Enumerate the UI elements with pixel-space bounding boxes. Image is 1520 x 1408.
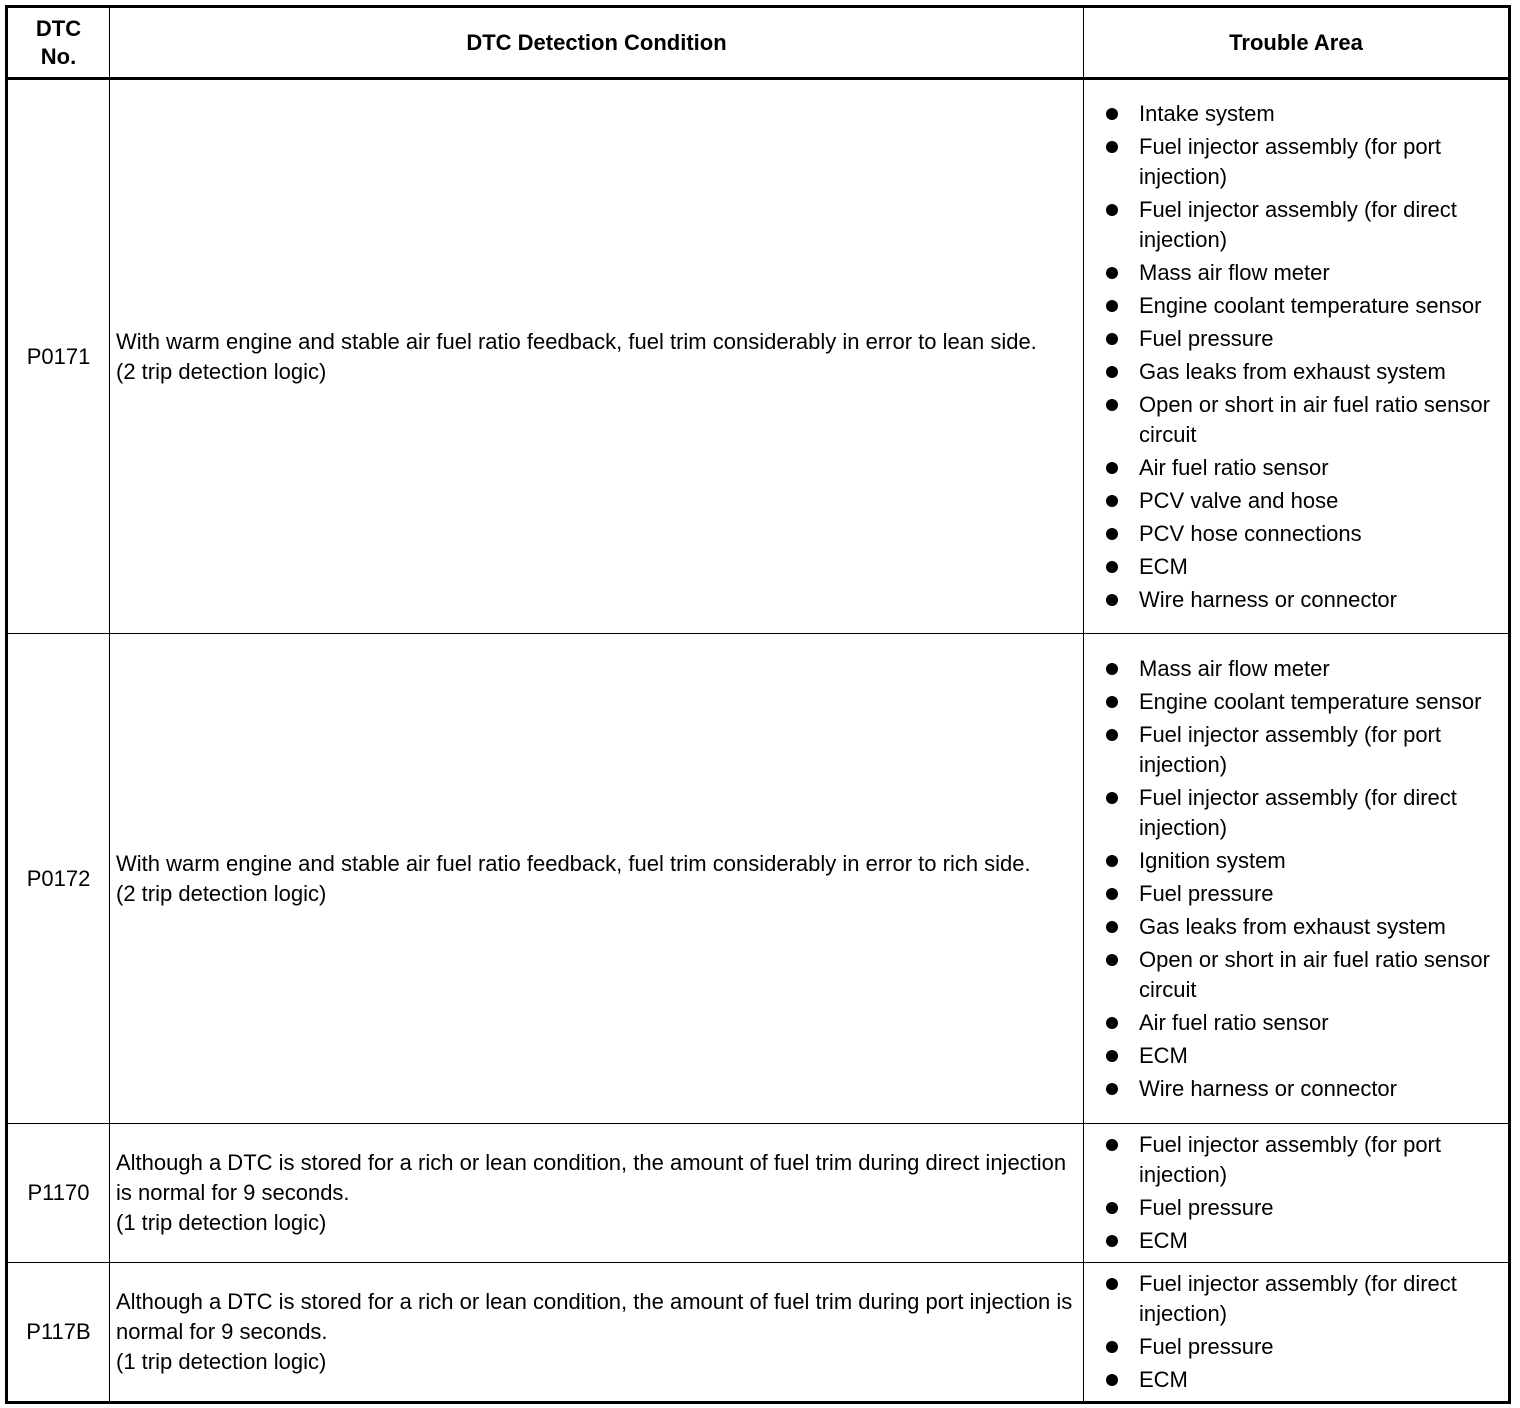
dtc-code: P0172	[7, 634, 110, 1124]
list-item	[1106, 99, 1504, 129]
header-detection-condition: DTC Detection Condition	[110, 7, 1084, 79]
bullet-icon	[1106, 792, 1118, 804]
bullet-icon	[1106, 462, 1118, 474]
list-item-text: Fuel injector assembly (for port injection)	[1139, 721, 1441, 777]
dtc-code: P0171	[7, 79, 110, 634]
list-item	[1106, 945, 1504, 1005]
trouble-area-list	[1106, 1269, 1504, 1395]
list-item	[1106, 552, 1504, 582]
bullet-icon	[1106, 888, 1118, 900]
list-item-text: Fuel pressure	[1139, 1334, 1274, 1359]
bullet-icon	[1106, 108, 1118, 120]
bullet-icon	[1106, 1083, 1118, 1095]
dtc-code: P1170	[7, 1124, 110, 1263]
list-item	[1106, 1074, 1504, 1104]
list-item	[1106, 654, 1504, 684]
list-item	[1106, 1193, 1504, 1223]
list-item-text: Wire harness or connector	[1139, 586, 1397, 612]
bullet-icon	[1106, 1017, 1118, 1029]
table-header	[7, 7, 1510, 79]
list-item	[1106, 1226, 1504, 1256]
header-dtc-no-line1: DTC	[35, 15, 82, 41]
list-item-text: ECM	[1139, 1367, 1188, 1392]
trouble-area	[1084, 1124, 1510, 1263]
list-item	[1106, 1269, 1504, 1329]
list-item-text: Fuel pressure	[1139, 325, 1274, 351]
table-row-p0172	[7, 634, 1510, 1124]
list-item-text: ECM	[1139, 553, 1188, 579]
bullet-icon	[1106, 696, 1118, 708]
list-item-text: PCV hose connections	[1139, 520, 1362, 546]
list-item-text: Mass air flow meter	[1139, 259, 1330, 285]
list-item-text: Fuel pressure	[1139, 880, 1274, 906]
list-item	[1106, 585, 1504, 615]
list-item-text: PCV valve and hose	[1139, 487, 1339, 513]
list-item-text: ECM	[1139, 1228, 1188, 1253]
table-row-p0171	[7, 79, 1510, 634]
list-item-text: Fuel injector assembly (for direct injection)	[1139, 196, 1457, 252]
list-item	[1106, 357, 1504, 387]
trip-logic-text: (2 trip detection logic)	[116, 358, 327, 384]
detection-condition	[110, 1263, 1084, 1403]
bullet-icon	[1106, 333, 1118, 345]
bullet-icon	[1106, 954, 1118, 966]
list-item	[1106, 1041, 1504, 1071]
trouble-area-list	[1106, 99, 1504, 615]
trouble-area-list	[1106, 1130, 1504, 1256]
table-row-p1170	[7, 1124, 1510, 1263]
list-item-text: Open or short in air fuel ratio sensor circuit	[1139, 391, 1490, 447]
header-dtc-no-line2: No.	[40, 43, 77, 69]
bullet-icon	[1106, 561, 1118, 573]
trip-logic-text: (2 trip detection logic)	[116, 880, 327, 906]
list-item-text: Gas leaks from exhaust system	[1139, 358, 1446, 384]
list-item	[1106, 132, 1504, 192]
list-item-text: Fuel pressure	[1139, 1195, 1274, 1220]
list-item	[1106, 1130, 1504, 1190]
list-item	[1106, 324, 1504, 354]
list-item-text: Fuel injector assembly (for port injection)	[1139, 1132, 1441, 1187]
detection-condition	[110, 1124, 1084, 1263]
condition-text: With warm engine and stable air fuel ratio feedback, fuel trim considerably in error to lean side.	[116, 328, 1037, 354]
trip-logic-text: (1 trip detection logic)	[116, 1349, 327, 1374]
detection-condition	[110, 79, 1084, 634]
list-item	[1106, 687, 1504, 717]
list-item-text: Intake system	[1139, 100, 1275, 126]
list-item	[1106, 390, 1504, 450]
table-body	[7, 79, 1510, 1403]
bullet-icon	[1106, 141, 1118, 153]
bullet-icon	[1106, 921, 1118, 933]
list-item	[1106, 453, 1504, 483]
bullet-icon	[1106, 663, 1118, 675]
header-row	[7, 7, 1510, 79]
list-item-text: Engine coolant temperature sensor	[1139, 688, 1482, 714]
list-item-text: Mass air flow meter	[1139, 655, 1330, 681]
bullet-icon	[1106, 855, 1118, 867]
bullet-icon	[1106, 528, 1118, 540]
list-item	[1106, 195, 1504, 255]
list-item	[1106, 1008, 1504, 1038]
list-item-text: Wire harness or connector	[1139, 1075, 1397, 1101]
bullet-icon	[1106, 267, 1118, 279]
bullet-icon	[1106, 1278, 1118, 1290]
dtc-code: P117B	[7, 1263, 110, 1403]
bullet-icon	[1106, 1341, 1118, 1353]
detection-condition	[110, 634, 1084, 1124]
list-item	[1106, 783, 1504, 843]
list-item-text: Fuel injector assembly (for port injection)	[1139, 133, 1441, 189]
list-item-text: Open or short in air fuel ratio sensor circuit	[1139, 946, 1490, 1002]
table-row-p117b	[7, 1263, 1510, 1403]
bullet-icon	[1106, 1235, 1118, 1247]
list-item-text: Ignition system	[1139, 847, 1286, 873]
condition-text: With warm engine and stable air fuel ratio feedback, fuel trim considerably in error to rich side.	[116, 850, 1031, 876]
bullet-icon	[1106, 204, 1118, 216]
bullet-icon	[1106, 729, 1118, 741]
bullet-icon	[1106, 399, 1118, 411]
header-dtc-no	[7, 7, 110, 79]
list-item	[1106, 519, 1504, 549]
trouble-area	[1084, 1263, 1510, 1403]
bullet-icon	[1106, 300, 1118, 312]
header-trouble-area: Trouble Area	[1084, 7, 1510, 79]
list-item	[1106, 1332, 1504, 1362]
list-item-text: ECM	[1139, 1042, 1188, 1068]
list-item	[1106, 879, 1504, 909]
list-item	[1106, 291, 1504, 321]
bullet-icon	[1106, 366, 1118, 378]
condition-text: Although a DTC is stored for a rich or lean condition, the amount of fuel trim during direct injection is normal for 9 seconds.	[116, 1150, 1067, 1205]
trouble-area	[1084, 634, 1510, 1124]
bullet-icon	[1106, 1374, 1118, 1386]
condition-text: Although a DTC is stored for a rich or lean condition, the amount of fuel trim during port injection is normal for 9 seconds.	[116, 1289, 1073, 1344]
list-item-text: Air fuel ratio sensor	[1139, 454, 1329, 480]
bullet-icon	[1106, 594, 1118, 606]
list-item-text: Engine coolant temperature sensor	[1139, 292, 1482, 318]
list-item-text: Fuel injector assembly (for direct injection)	[1139, 784, 1457, 840]
list-item	[1106, 720, 1504, 780]
list-item	[1106, 258, 1504, 288]
dtc-table	[5, 5, 1511, 1404]
trouble-area	[1084, 79, 1510, 634]
list-item	[1106, 846, 1504, 876]
trouble-area-list	[1106, 654, 1504, 1104]
bullet-icon	[1106, 495, 1118, 507]
list-item-text: Gas leaks from exhaust system	[1139, 913, 1446, 939]
bullet-icon	[1106, 1050, 1118, 1062]
list-item	[1106, 1365, 1504, 1395]
bullet-icon	[1106, 1202, 1118, 1214]
list-item	[1106, 486, 1504, 516]
bullet-icon	[1106, 1139, 1118, 1151]
list-item	[1106, 912, 1504, 942]
trip-logic-text: (1 trip detection logic)	[116, 1210, 327, 1235]
list-item-text: Air fuel ratio sensor	[1139, 1009, 1329, 1035]
list-item-text: Fuel injector assembly (for direct injection)	[1139, 1271, 1457, 1326]
